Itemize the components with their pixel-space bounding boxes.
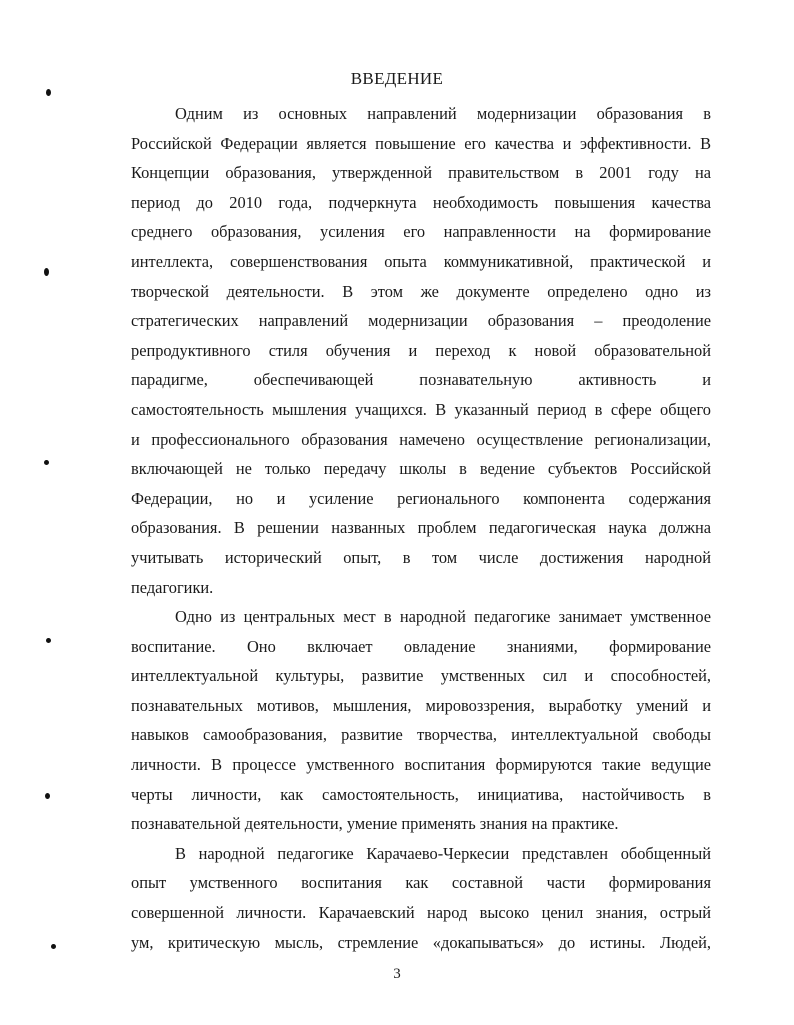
text-line: В народной педагогике Карачаево-Черкесии представлен обобщенный bbox=[175, 843, 711, 863]
binding-hole-mark bbox=[51, 944, 56, 949]
text-line: Одно из центральных мест в народной педагогике занимает умственное bbox=[175, 607, 711, 627]
text-line: педагогики. bbox=[131, 577, 214, 597]
text-line: познавательной деятельности, умение применять знания на практике. bbox=[131, 814, 619, 834]
text-line: парадигме, обеспечивающей познавательную активность и bbox=[131, 370, 711, 390]
text-line: и профессионального образования намечено осуществление регионализации, bbox=[131, 429, 711, 449]
text-line: интеллектуальной культуры, развитие умственных сил и способностей, bbox=[131, 666, 711, 686]
body-text bbox=[131, 99, 711, 957]
text-line: образования. В решении названных проблем педагогическая наука должна bbox=[131, 518, 711, 538]
text-line: личности. В процессе умственного воспитания формируются такие ведущие bbox=[131, 755, 711, 775]
text-line: интеллекта, совершенствования опыта коммуникативной, практической и bbox=[131, 251, 711, 271]
text-line: включающей не только передачу школы в ведение субъектов Российской bbox=[131, 459, 711, 479]
text-line: стратегических направлений модернизации образования – преодоление bbox=[131, 311, 711, 331]
text-line: познавательных мотивов, мышления, мировоззрения, выработку умений и bbox=[131, 695, 711, 715]
binding-hole-mark bbox=[44, 460, 49, 465]
text-line: самостоятельность мышления учащихся. В указанный период в сфере общего bbox=[131, 399, 711, 419]
text-line: ум, критическую мысль, стремление «докапываться» до истины. Людей, bbox=[131, 932, 711, 952]
text-line: Концепции образования, утвержденной правительством в 2001 году на bbox=[131, 163, 711, 183]
binding-hole-mark bbox=[46, 638, 51, 643]
text-line: черты личности, как самостоятельность, инициатива, настойчивость в bbox=[131, 784, 711, 804]
text-line: репродуктивного стиля обучения и переход к новой образовательной bbox=[131, 340, 711, 360]
binding-hole-mark bbox=[46, 89, 51, 96]
text-line: Одним из основных направлений модернизации образования в bbox=[175, 104, 711, 123]
text-line: воспитание. Оно включает овладение знаниями, формирование bbox=[131, 636, 711, 656]
text-line: учитывать исторический опыт, в том числе достижения народной bbox=[131, 547, 711, 567]
binding-hole-mark bbox=[45, 793, 50, 799]
text-line: Федерации, но и усиление регионального компонента содержания bbox=[131, 488, 711, 508]
text-line: навыков самообразования, развитие творчества, интеллектуальной свободы bbox=[131, 725, 711, 745]
text-line: среднего образования, усиления его направленности на формирование bbox=[131, 222, 711, 242]
binding-hole-mark bbox=[44, 268, 49, 276]
page-title: ВВЕДЕНИЕ bbox=[350, 69, 444, 88]
text-line: творческой деятельности. В этом же документе определено одно из bbox=[131, 281, 711, 301]
text-line: опыт умственного воспитания как составной части формирования bbox=[131, 873, 711, 893]
text-line: период до 2010 года, подчеркнута необходимость повышения качества bbox=[131, 192, 711, 212]
text-line: Российской Федерации является повышение его качества и эффективности. В bbox=[131, 133, 711, 153]
text-line: совершенной личности. Карачаевский народ высоко ценил знания, острый bbox=[131, 903, 711, 923]
page-number: 3 bbox=[393, 966, 401, 982]
